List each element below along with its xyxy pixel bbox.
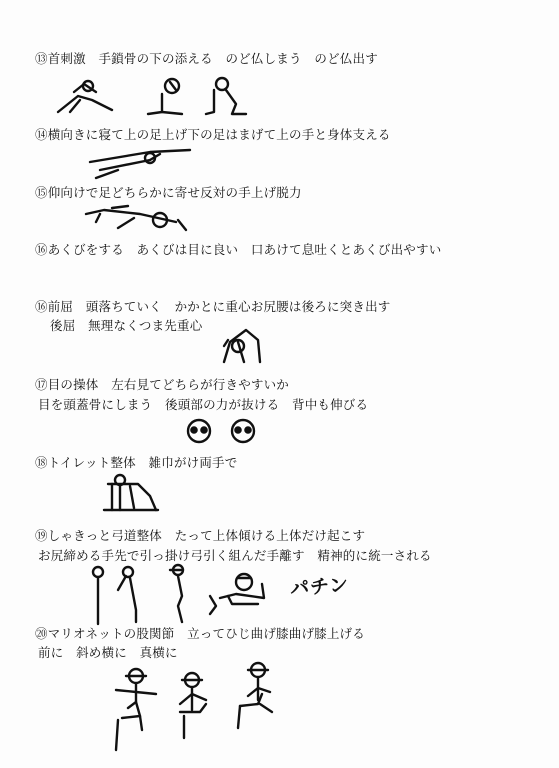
figure-kyudo-4	[210, 596, 216, 614]
figure-marionette-3	[238, 663, 272, 728]
figure-kyudo-3	[170, 565, 183, 622]
text-line-20a: ⑳マリオネットの股関節 立ってひじ曲げ膝曲げ膝上げる	[35, 626, 365, 641]
figure-supine	[86, 206, 186, 230]
text-line-13: ⑬首刺激 手鎖骨の下の添える のど仏しまう のど仏出す	[35, 51, 378, 66]
figure-kyudo-1	[93, 567, 103, 624]
figure-kyudo-5	[220, 574, 264, 604]
text-line-15: ⑮仰向けで足どちらかに寄せ反対の手上げ脱力	[35, 185, 302, 200]
figure-neck-3	[206, 78, 246, 114]
figure-neck-1	[58, 81, 112, 112]
text-line-17b: 目を頭蓋骨にしまう 後頭部の力が抜ける 背中も伸びる	[38, 397, 369, 412]
figure-kyudo-2	[118, 567, 136, 622]
handwritten-word: パチン	[289, 573, 350, 601]
text-line-19b: お尻締める手先で引っ掛け弓引く組んだ手離す 精神的に統一される	[38, 548, 432, 563]
figure-neck-2	[148, 79, 182, 114]
figure-marionette-1	[116, 669, 156, 750]
figure-wiping	[104, 475, 158, 510]
text-line-18: ⑱トイレット整体 雑巾がけ両手で	[35, 455, 238, 470]
figure-marionette-2	[180, 673, 206, 738]
text-line-20b: 前に 斜め横に 真横に	[38, 645, 178, 660]
figure-side-lying	[90, 150, 190, 178]
text-line-14: ⑭横向きに寝て上の足上げ下の足はまげて上の手と身体支える	[35, 127, 391, 142]
text-line-16b: ⑯前屈 頭落ちていく かかとに重心お尻腰は後ろに突き出す	[35, 299, 391, 314]
figure-eyes-right	[232, 420, 254, 442]
text-line-19a: ⑲しゃきっと弓道整体 たって上体傾ける上体だけ起こす	[35, 528, 366, 543]
figure-forward-bend	[224, 330, 260, 362]
text-line-16a: ⑯あくびをする あくびは目に良い 口あけて息吐くとあくび出やすい	[35, 242, 442, 257]
text-line-17a: ⑰目の操体 左右見てどちらが行きやすいか	[35, 377, 290, 392]
figure-eyes-left	[188, 420, 210, 442]
text-line-16c: 後屈 無理なくつま先重心	[50, 318, 203, 333]
